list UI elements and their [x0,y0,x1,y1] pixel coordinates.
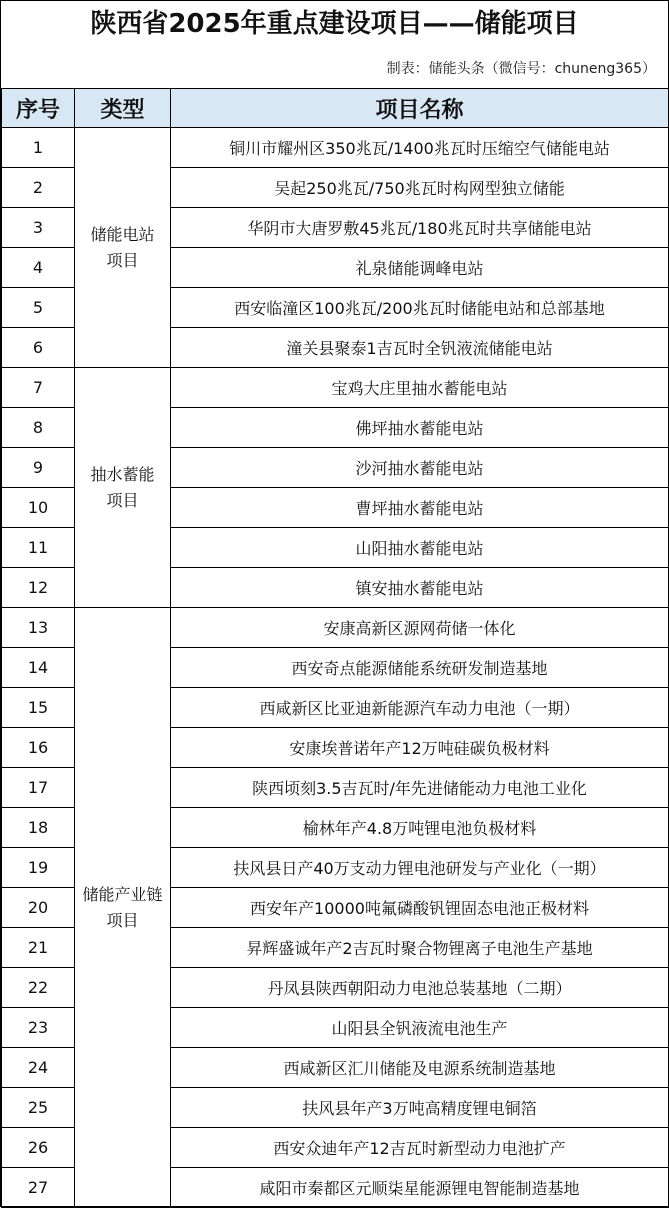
row-project-name: 曹坪抽水蓄能电站 [171,488,669,528]
row-project-name: 礼泉储能调峰电站 [171,248,669,288]
row-index: 21 [2,928,75,968]
table-row [2,368,669,408]
row-project-name: 沙河抽水蓄能电站 [171,448,669,488]
row-project-name: 西安奇点能源储能系统研发制造基地 [171,648,669,688]
row-project-name: 陕西顷刻3.5吉瓦时/年先进储能动力电池工业化 [171,768,669,808]
row-index: 16 [2,728,75,768]
header-row [2,89,669,128]
row-index: 6 [2,328,75,368]
row-index: 22 [2,968,75,1008]
row-category [75,608,171,1208]
row-index: 20 [2,888,75,928]
row-category [75,368,171,608]
row-project-name: 昇辉盛诚年产2吉瓦时聚合物锂离子电池生产基地 [171,928,669,968]
row-index: 7 [2,368,75,408]
row-project-name: 山阳县全钒液流电池生产 [171,1008,669,1048]
row-index: 12 [2,568,75,608]
row-project-name: 吴起250兆瓦/750兆瓦时构网型独立储能 [171,168,669,208]
row-index: 13 [2,608,75,648]
row-index: 15 [2,688,75,728]
table-row [2,128,669,168]
row-project-name: 宝鸡大庄里抽水蓄能电站 [171,368,669,408]
row-index: 19 [2,848,75,888]
row-index: 3 [2,208,75,248]
row-project-name: 山阳抽水蓄能电站 [171,528,669,568]
row-index: 2 [2,168,75,208]
row-index: 26 [2,1128,75,1168]
row-project-name: 潼关县聚泰1吉瓦时全钒液流储能电站 [171,328,669,368]
page-title: 陕西省2025年重点建设项目——储能项目 [90,9,579,39]
category-label-line: 抽水蓄能 [90,464,155,484]
row-index: 11 [2,528,75,568]
header-name: 项目名称 [171,89,669,128]
row-project-name: 安康高新区源网荷储一体化 [171,608,669,648]
row-project-name: 安康埃普诺年产12万吨硅碳负极材料 [171,728,669,768]
row-index: 23 [2,1008,75,1048]
header-index: 序号 [2,89,75,128]
category-label-line: 储能电站 [90,224,155,244]
row-project-name: 西安众迪年产12吉瓦时新型动力电池扩产 [171,1128,669,1168]
category-label-line: 项目 [106,490,139,510]
row-project-name: 铜川市耀州区350兆瓦/1400兆瓦时压缩空气储能电站 [171,128,669,168]
row-index: 27 [2,1168,75,1208]
row-index: 14 [2,648,75,688]
row-index: 8 [2,408,75,448]
table-header [2,89,669,128]
row-project-name: 咸阳市秦都区元顺柒星能源锂电智能制造基地 [171,1168,669,1208]
row-project-name: 西咸新区汇川储能及电源系统制造基地 [171,1048,669,1088]
category-label-line: 项目 [106,250,139,270]
row-index: 5 [2,288,75,328]
row-project-name: 扶风县年产3万吨高精度锂电铜箔 [171,1088,669,1128]
row-project-name: 镇安抽水蓄能电站 [171,568,669,608]
table-body [2,128,669,1208]
row-index: 24 [2,1048,75,1088]
row-project-name: 华阴市大唐罗敷45兆瓦/180兆瓦时共享储能电站 [171,208,669,248]
row-index: 10 [2,488,75,528]
row-index: 17 [2,768,75,808]
row-index: 4 [2,248,75,288]
row-project-name: 西安临潼区100兆瓦/200兆瓦时储能电站和总部基地 [171,288,669,328]
row-project-name: 榆林年产4.8万吨锂电池负极材料 [171,808,669,848]
row-category [75,128,171,368]
row-index: 1 [2,128,75,168]
header-type: 类型 [75,89,171,128]
category-label-line: 储能产业链 [82,884,163,904]
table-row [2,608,669,648]
credit-line: 制表：储能头条（微信号：chuneng365） [386,61,656,77]
project-table [1,88,669,1208]
row-project-name: 扶风县日产40万支动力锂电池研发与产业化（一期） [171,848,669,888]
row-project-name: 佛坪抽水蓄能电站 [171,408,669,448]
row-project-name: 丹凤县陕西朝阳动力电池总装基地（二期） [171,968,669,1008]
row-index: 9 [2,448,75,488]
row-index: 25 [2,1088,75,1128]
row-index: 18 [2,808,75,848]
row-project-name: 西安年产10000吨氟磷酸钒锂固态电池正极材料 [171,888,669,928]
category-label-line: 项目 [106,910,139,930]
row-project-name: 西咸新区比亚迪新能源汽车动力电池（一期） [171,688,669,728]
